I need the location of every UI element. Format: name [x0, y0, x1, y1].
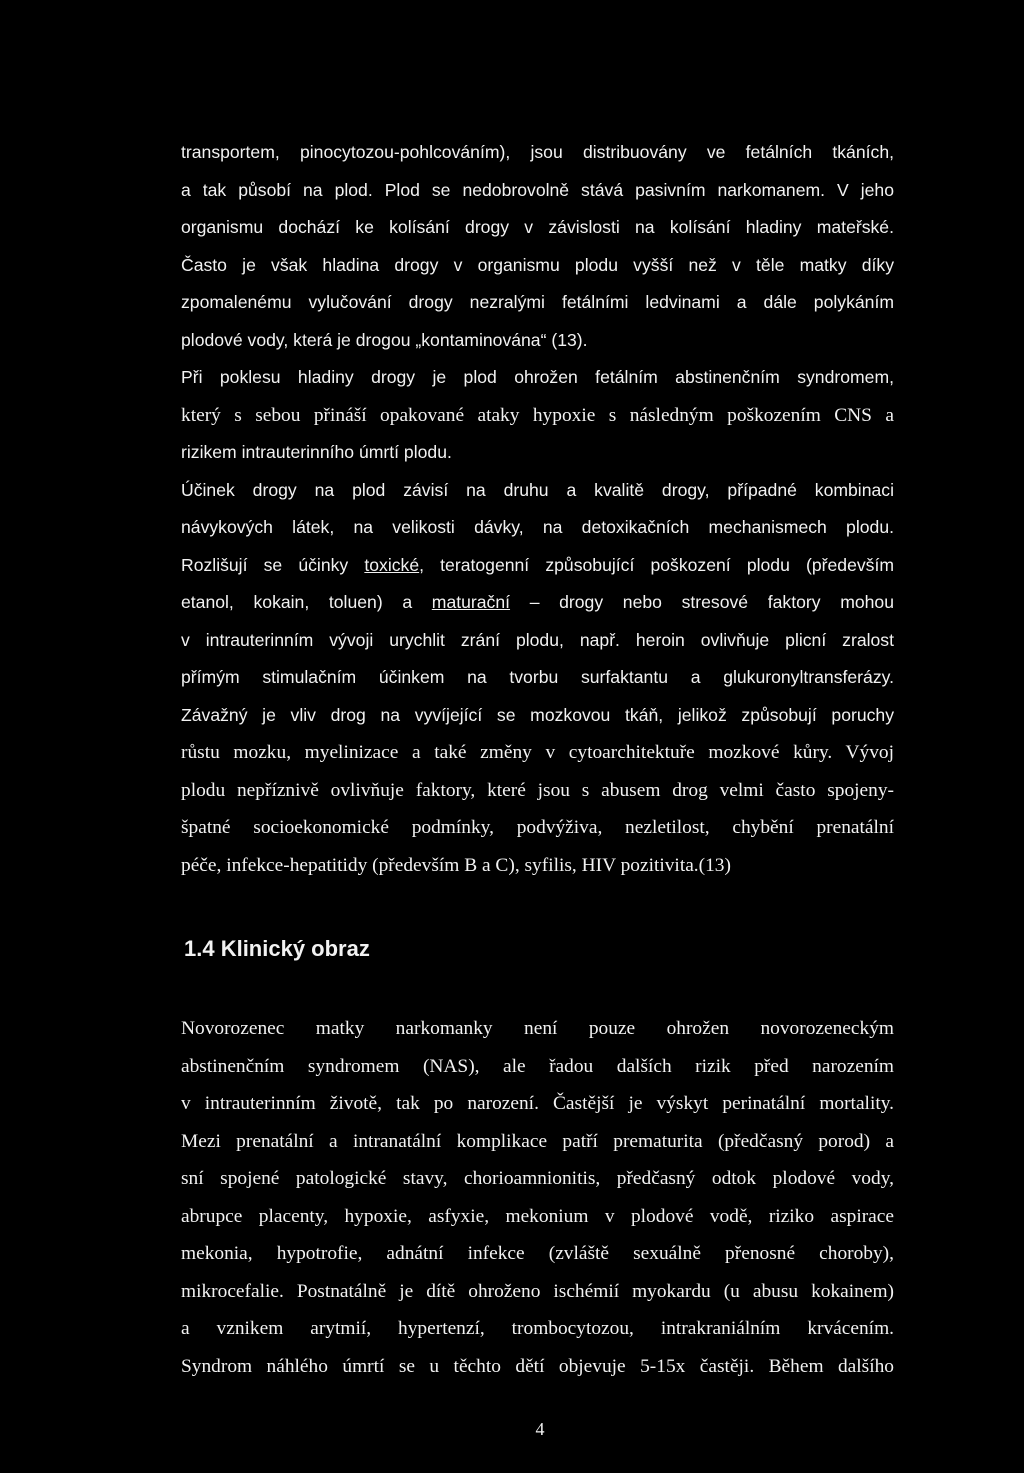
text-line: špatné socioekonomické podmínky, podvýživa, nezletilost, chybění prenatální: [181, 817, 894, 838]
text-line: růstu mozku, myelinizace a také změny v cytoarchitektuře mozkové kůry. Vývoj: [181, 742, 894, 763]
paragraph-clinical-picture: [181, 1010, 894, 1385]
text-line: přímým stimulačním účinkem na tvorbu surfaktantu a glukuronyltransferázy.: [181, 667, 894, 687]
document-page: [181, 134, 894, 1385]
text-fragment: etanol, kokain, toluen) a: [181, 592, 432, 612]
text-line: [181, 584, 894, 622]
term-maturation: maturační: [431, 592, 511, 612]
paragraph-drug-effects: [181, 472, 894, 885]
term-toxic: toxické: [364, 554, 420, 575]
text-fragment: , teratogenní způsobující poškození plodu (především: [419, 554, 895, 575]
text-line: a vznikem arytmií, hypertenzí, trombocytozou, intrakraniálním krvácením.: [181, 1318, 894, 1339]
text-line: abstinenčním syndromem (NAS), ale řadou dalších rizik před narozením: [181, 1055, 894, 1077]
text-line: mekonia, hypotrofie, adnátní infekce (zvláště sexuálně přenosné choroby),: [181, 1243, 894, 1264]
text-line: Účinek drogy na plod závisí na druhu a kvalitě drogy, případné kombinaci: [181, 479, 894, 500]
text-line: Závažný je vliv drog na vyvíjející se mozkovou tkáň, jelikož způsobují poruchy: [181, 704, 894, 725]
text-line: abrupce placenty, hypoxie, asfyxie, mekonium v plodové vodě, riziko aspirace: [181, 1205, 894, 1227]
text-line: sní spojené patologické stavy, chorioamnionitis, předčasný odtok plodové vody,: [181, 1168, 894, 1189]
text-line: [181, 547, 894, 585]
text-line: organismu dochází ke kolísání drogy v závislosti na kolísání hladiny mateřské.: [181, 217, 894, 237]
text-line: v intrauterinním životě, tak po narození. Častější je výskyt perinatální mortality.: [181, 1093, 894, 1114]
text-fragment: Rozlišují se účinky: [181, 554, 365, 575]
text-line: který s sebou přináší opakované ataky hypoxie s následným poškozením CNS a: [181, 404, 894, 426]
text-line: Syndrom náhlého úmrtí se u těchto dětí objevuje 5-15x častěji. Během dalšího: [181, 1355, 894, 1377]
text-line: Novorozenec matky narkomanky není pouze ohrožen novorozeneckým: [181, 1018, 894, 1039]
paragraph-drug-transport: [181, 134, 894, 359]
text-line: Často je však hladina drogy v organismu plodu vyšší než v těle matky díky: [181, 254, 894, 275]
text-line: transportem, pinocytozou-pohlcováním), jsou distribuovány ve fetálních tkáních,: [181, 142, 894, 162]
text-line: mikrocefalie. Postnatálně je dítě ohroženo ischémií myokardu (u abusu kokainem): [181, 1280, 894, 1302]
text-line: a tak působí na plod. Plod se nedobrovolně stává pasivním narkomanem. V jeho: [181, 179, 894, 200]
text-line: rizikem intrauterinního úmrtí plodu.: [181, 442, 452, 462]
paragraph-withdrawal: [181, 359, 894, 472]
text-fragment: – drogy nebo stresové faktory mohou: [510, 592, 895, 612]
text-line: Mezi prenatální a intranatální komplikace patří prematurita (předčasný porod) a: [181, 1130, 894, 1152]
text-line: v intrauterinním vývoji urychlit zrání plodu, např. heroin ovlivňuje plicní zralost: [181, 629, 894, 650]
text-line: plodu nepříznivě ovlivňuje faktory, které jsou s abusem drog velmi často spojeny-: [181, 779, 894, 801]
text-line: Při poklesu hladiny drogy je plod ohrožen fetálním abstinenčním syndromem,: [181, 367, 894, 387]
section-heading: 1.4 Klinický obraz: [184, 936, 370, 961]
text-line: plodové vody, která je drogou „kontaminována“ (13).: [181, 329, 588, 350]
text-line: péče, infekce-hepatitidy (především B a C), syfilis, HIV pozitivita.(13): [181, 854, 731, 876]
text-line: zpomalenému vylučování drogy nezralými fetálními ledvinami a dále polykáním: [181, 292, 894, 312]
page-number: 4: [535, 1419, 545, 1439]
text-line: návykových látek, na velikosti dávky, na detoxikačních mechanismech plodu.: [181, 517, 894, 537]
